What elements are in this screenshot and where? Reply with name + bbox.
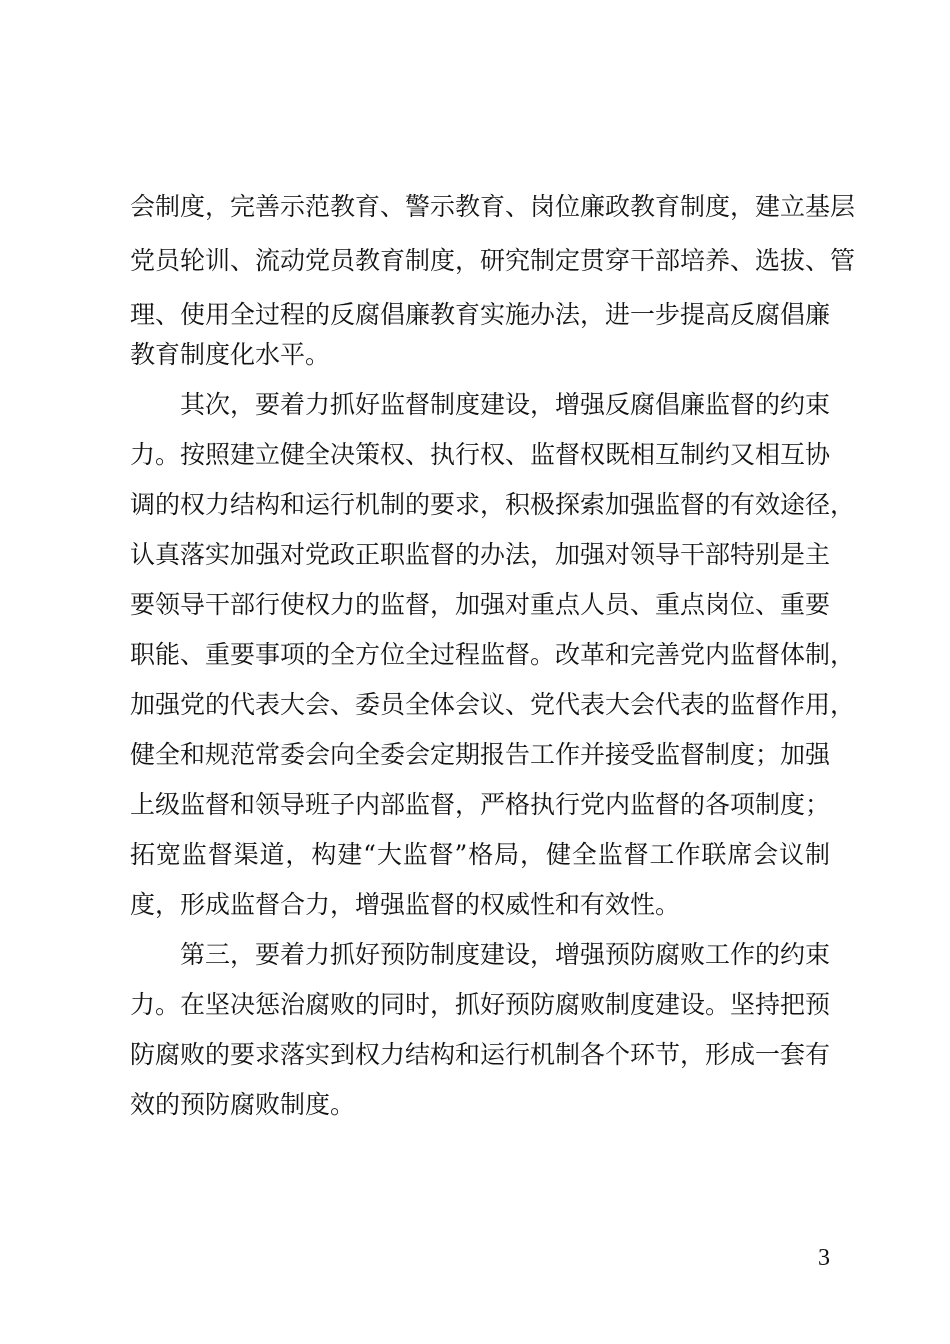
paragraph-1-line-4: 教育制度化水平。 (130, 340, 331, 369)
paragraph-3-line-4: 效的预防腐败制度。 (130, 1090, 356, 1119)
paragraph-2-line-6: 职能、重要事项的全方位全过程监督。改革和完善党内监督体制， (130, 640, 856, 669)
paragraph-2-line-11: 度，形成监督合力，增强监督的权威性和有效性。 (130, 890, 681, 919)
page-number: 3 (818, 1245, 830, 1271)
paragraph-2-line-9: 上级监督和领导班子内部监督，严格执行党内监督的各项制度； (130, 790, 831, 819)
paragraph-1-line-2: 党员轮训、流动党员教育制度，研究制定贯穿干部培养、选拔、管 (130, 246, 856, 275)
paragraph-3-line-3: 防腐败的要求落实到权力结构和运行机制各个环节，形成一套有 (130, 1040, 831, 1069)
paragraph-2-line-1: 其次，要着力抓好监督制度建设，增强反腐倡廉监督的约束 (130, 390, 831, 419)
paragraph-2-line-7: 加强党的代表大会、委员全体会议、党代表大会代表的监督作用， (130, 690, 856, 719)
paragraph-3-line-1: 第三，要着力抓好预防制度建设，增强预防腐败工作的约束 (130, 940, 831, 969)
paragraph-2-line-10: 拓宽监督渠道，构建“大监督”格局，健全监督工作联席会议制 (130, 840, 830, 869)
paragraph-2-line-2: 力。按照建立健全决策权、执行权、监督权既相互制约又相互协 (130, 440, 831, 469)
paragraph-2-line-8: 健全和规范常委会向全委会定期报告工作并接受监督制度；加强 (130, 740, 831, 769)
paragraph-2-line-5: 要领导干部行使权力的监督，加强对重点人员、重点岗位、重要 (130, 590, 831, 619)
paragraph-1-line-3: 理、使用全过程的反腐倡廉教育实施办法，进一步提高反腐倡廉 (130, 300, 831, 329)
paragraph-1-line-1: 会制度，完善示范教育、警示教育、岗位廉政教育制度，建立基层 (130, 192, 856, 221)
paragraph-3-line-2: 力。在坚决惩治腐败的同时，抓好预防腐败制度建设。坚持把预 (130, 990, 831, 1019)
paragraph-2-line-4: 认真落实加强对党政正职监督的办法，加强对领导干部特别是主 (130, 540, 831, 569)
paragraph-2-line-3: 调的权力结构和运行机制的要求，积极探索加强监督的有效途径， (130, 490, 856, 519)
